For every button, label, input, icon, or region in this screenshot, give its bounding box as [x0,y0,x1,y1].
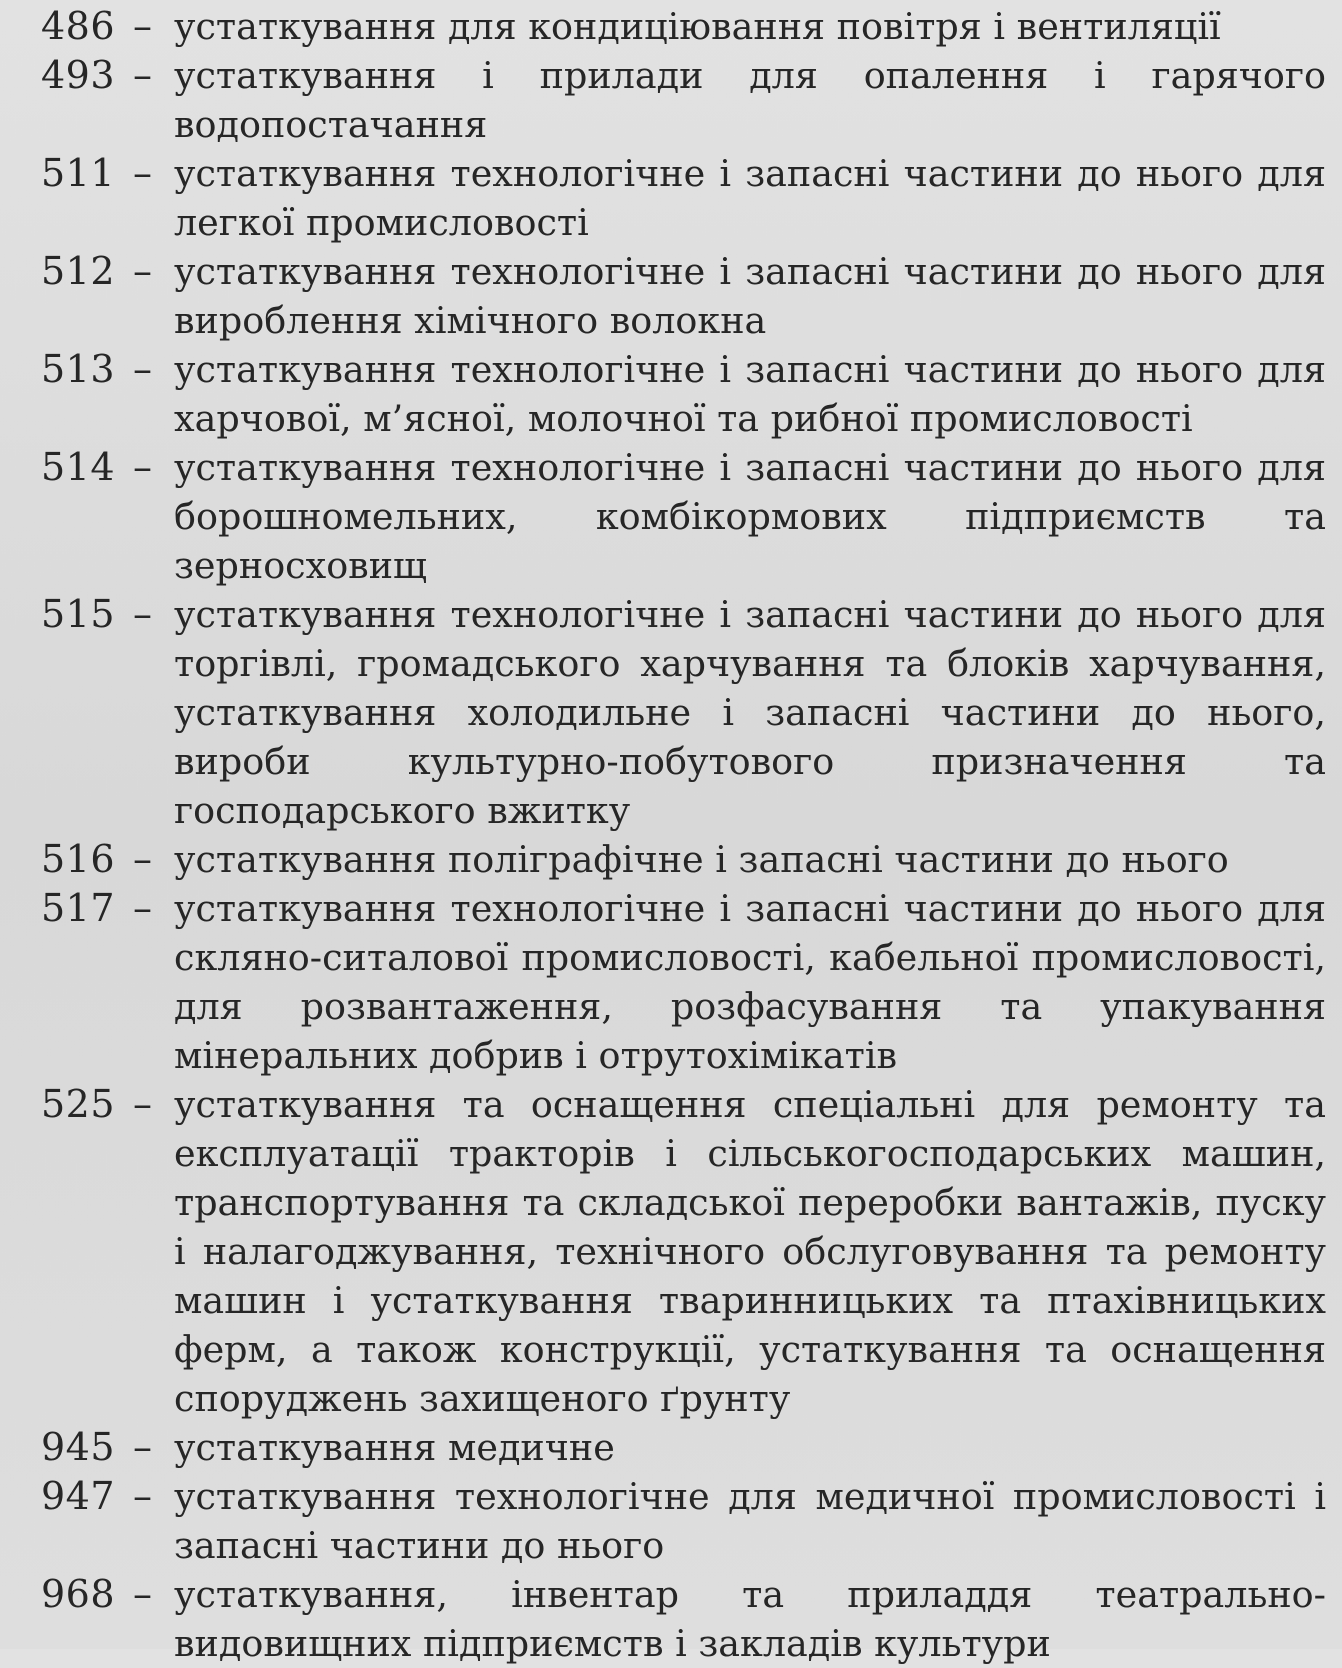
entry-513 [8,345,1326,443]
entry-code: 968 [40,1572,115,1616]
entry-description: устаткування медичне [174,1426,615,1469]
entry-description: устаткування поліграфічне і запасні частини до нього [174,838,1229,881]
entry-description: устаткування технологічне і запасні частини до нього для харчової, м’ясної, молочної та рибної промисловості [174,348,1326,440]
entry-code: 517 [40,886,115,930]
entry-dash: – [133,53,152,97]
entry-515 [8,590,1326,835]
entry-517 [8,884,1326,1080]
entry-description: устаткування технологічне і запасні частини до нього для торгівлі, громадського харчування та блоків харчування, устаткування холодильне і запасні частини до нього, вироби культурно-побутового призначення та господарського вжитку [174,593,1326,832]
entry-code: 947 [40,1474,115,1518]
entry-dash: – [133,151,152,195]
entry-code: 516 [40,837,115,881]
entry-945 [8,1423,1326,1472]
entry-dash: – [133,837,152,881]
entry-947 [8,1472,1326,1570]
entry-code: 945 [40,1425,115,1469]
entry-511 [8,149,1326,247]
entry-dash: – [133,592,152,636]
entry-968 [8,1570,1326,1668]
entry-code: 514 [40,445,115,489]
entry-description: устаткування технологічне і запасні частини до нього для борошномельних, комбікормових підприємств та зерносховищ [174,446,1326,587]
entry-description: устаткування для кондиціювання повітря і вентиляції [174,5,1221,48]
entry-description: устаткування і прилади для опалення і гарячого водопостачання [174,54,1326,146]
entry-514 [8,443,1326,590]
entry-code: 493 [40,53,115,97]
entry-486 [8,2,1326,51]
entry-description: устаткування технологічне для медичної промисловості і запасні частини до нього [174,1475,1326,1567]
entry-description: устаткування, інвентар та приладдя театрально-видовищних підприємств і закладів культури [174,1573,1326,1665]
entry-dash: – [133,886,152,930]
entry-525 [8,1080,1326,1423]
entry-code: 486 [40,4,115,48]
entry-code: 515 [40,592,115,636]
entry-493 [8,51,1326,149]
entry-dash: – [133,1082,152,1126]
entry-description: устаткування технологічне і запасні частини до нього для легкої промисловості [174,152,1326,244]
entry-code: 525 [40,1082,115,1126]
entry-code: 512 [40,249,115,293]
entry-code: 511 [40,151,115,195]
entry-512 [8,247,1326,345]
entry-dash: – [133,1474,152,1518]
entry-description: устаткування та оснащення спеціальні для ремонту та експлуатації тракторів і сільськогосподарських машин, транспортування та складської переробки вантажів, пуску і налагоджування, технічного обслуговування та ремонту машин і устаткування тваринницьких та птахівницьких ферм, а також конструкції, устаткування та оснащення споруджень захищеного ґрунту [174,1083,1326,1420]
entry-516 [8,835,1326,884]
entry-dash: – [133,4,152,48]
entry-dash: – [133,249,152,293]
entry-dash: – [133,347,152,391]
entry-code: 513 [40,347,115,391]
entry-dash: – [133,1425,152,1469]
entry-description: устаткування технологічне і запасні частини до нього для скляно-ситалової промисловості, кабельної промисловості, для розвантаження, розфасування та упакування мінеральних добрив і отрутохімікатів [174,887,1326,1077]
entry-description: устаткування технологічне і запасні частини до нього для вироблення хімічного волокна [174,250,1326,342]
entry-dash: – [133,445,152,489]
entry-dash: – [133,1572,152,1616]
